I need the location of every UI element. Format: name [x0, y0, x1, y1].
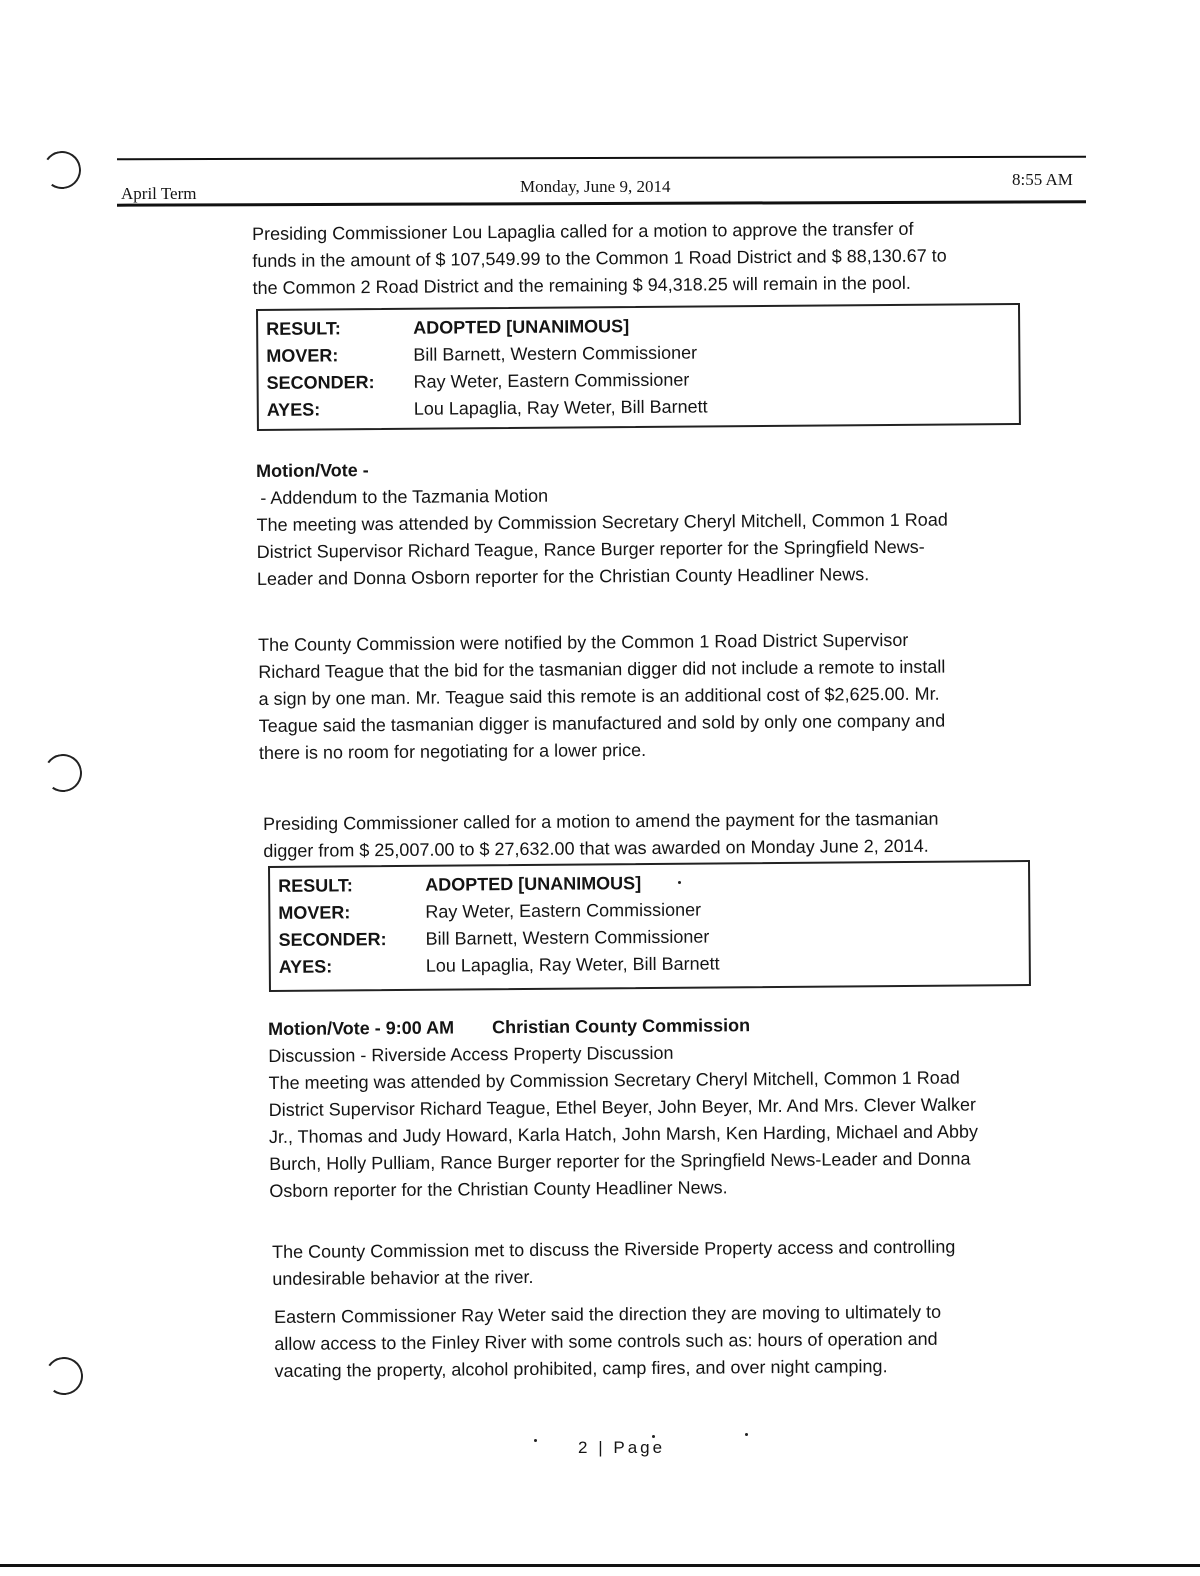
text-line: Leader and Donna Osborn reporter for the Christian County Headliner News.: [256, 564, 870, 589]
text-line: funds in the amount of $ 107,549.99 to the Common 1 Road District and $ 88,130.67 to: [252, 245, 947, 271]
vote-result: ADOPTED [UNANIMOUS]: [413, 316, 630, 338]
vote-label: AYES:: [266, 399, 321, 420]
vote-mover: Ray Weter, Eastern Commissioner: [425, 899, 702, 922]
vote-label: RESULT:: [278, 875, 353, 896]
scan-edge-rule: [0, 1564, 1200, 1567]
section-addendum: [256, 452, 1037, 593]
speck: [745, 1433, 748, 1436]
binder-hole: [40, 148, 84, 192]
section-subheading: - Addendum to the Tazmania Motion: [260, 485, 549, 508]
text-line: Burch, Holly Pulliam, Rance Burger reporter for the Springfield News-Leader and Donna: [269, 1148, 971, 1174]
vote-result-box: [268, 860, 1031, 992]
text-line: there is no room for negotiating for a lower price.: [258, 739, 647, 763]
text-line: District Supervisor Richard Teague, Ethel Beyer, John Beyer, Mr. And Mrs. Clever Walker: [268, 1094, 977, 1120]
vote-seconder: Ray Weter, Eastern Commissioner: [413, 369, 690, 392]
text-line: undesirable behavior at the river.: [272, 1266, 534, 1289]
speck: [678, 881, 681, 884]
header-rule: [117, 156, 1086, 161]
vote-result-box: [256, 303, 1021, 431]
page-footer: [578, 1438, 665, 1458]
text-line: Presiding Commissioner Lou Lapaglia called for a motion to approve the transfer of: [252, 218, 914, 244]
text-line: Richard Teague that the bid for the tasmanian digger did not include a remote to install: [258, 656, 946, 682]
purpose-paragraph: [272, 1233, 1032, 1293]
vote-row-ayes: [267, 391, 1011, 424]
vote-result: ADOPTED [UNANIMOUS]: [425, 873, 642, 895]
text-line: the Common 2 Road District and the remaining $ 94,318.25 will remain in the pool.: [252, 272, 911, 298]
binder-hole: [41, 751, 85, 795]
text-line: Eastern Commissioner Ray Weter said the direction they are moving to ultimately to: [274, 1301, 942, 1327]
discussion-title: Discussion - Riverside Access Property Discussion: [268, 1042, 674, 1066]
page-separator: |: [598, 1438, 606, 1457]
vote-label: SECONDER:: [278, 929, 387, 950]
statement-paragraph: [274, 1298, 1035, 1385]
header-rule: [117, 200, 1086, 206]
text-line: Presiding Commissioner called for a motion to amend the payment for the tasmanian: [263, 808, 939, 834]
motion-paragraph: [252, 215, 1043, 302]
text-line: Osborn reporter for the Christian County Headliner News.: [269, 1177, 728, 1201]
text-line: The County Commission met to discuss the Riverside Property access and controlling: [272, 1236, 956, 1262]
page-label: Page: [613, 1438, 666, 1457]
body-name: Christian County Commission: [492, 1015, 751, 1038]
vote-label: MOVER:: [278, 902, 351, 923]
text-line: The meeting was attended by Commission Secretary Cheryl Mitchell, Common 1 Road: [268, 1067, 960, 1093]
motion-paragraph: [263, 805, 1043, 865]
section-heading: Motion/Vote -: [256, 460, 369, 481]
term-label: April Term: [121, 184, 197, 203]
section-heading: Motion/Vote - 9:00 AM: [268, 1017, 455, 1039]
binder-hole: [42, 1354, 86, 1398]
text-line: District Supervisor Richard Teague, Rance Burger reporter for the Springfield News-: [256, 536, 925, 562]
text-line: Teague said the tasmanian digger is manufactured and sold by only one company and: [258, 710, 946, 736]
vote-mover: Bill Barnett, Western Commissioner: [413, 342, 698, 365]
text-line: The County Commission were notified by the Common 1 Road District Supervisor: [258, 629, 909, 655]
vote-row-ayes: [279, 948, 1021, 981]
page-number: 2: [578, 1438, 591, 1457]
vote-ayes: Lou Lapaglia, Ray Weter, Bill Barnett: [413, 396, 708, 419]
text-line: vacating the property, alcohol prohibited, camp fires, and over night camping.: [274, 1356, 888, 1381]
vote-ayes: Lou Lapaglia, Ray Weter, Bill Barnett: [425, 953, 720, 976]
text-line: allow access to the Finley River with some controls such as: hours of operation and: [274, 1328, 938, 1354]
text-line: Jr., Thomas and Judy Howard, Karla Hatch, John Marsh, Ken Harding, Michael and Abby: [268, 1121, 979, 1147]
meeting-date: Monday, June 9, 2014: [520, 177, 671, 196]
speck: [534, 1439, 537, 1442]
vote-label: AYES:: [278, 956, 333, 977]
meeting-time: 8:55 AM: [1012, 170, 1073, 189]
text-line: The meeting was attended by Commission Secretary Cheryl Mitchell, Common 1 Road: [256, 509, 948, 535]
section-riverside: [268, 1010, 1049, 1205]
vote-label: SECONDER:: [266, 372, 375, 393]
text-line: digger from $ 25,007.00 to $ 27,632.00 that was awarded on Monday June 2, 2014.: [263, 835, 929, 861]
vote-seconder: Bill Barnett, Western Commissioner: [425, 926, 710, 949]
notice-paragraph: [258, 626, 1039, 767]
text-line: a sign by one man. Mr. Teague said this remote is an additional cost of $2,625.00. Mr.: [258, 683, 940, 709]
vote-label: MOVER:: [266, 345, 339, 366]
vote-label: RESULT:: [266, 318, 341, 339]
